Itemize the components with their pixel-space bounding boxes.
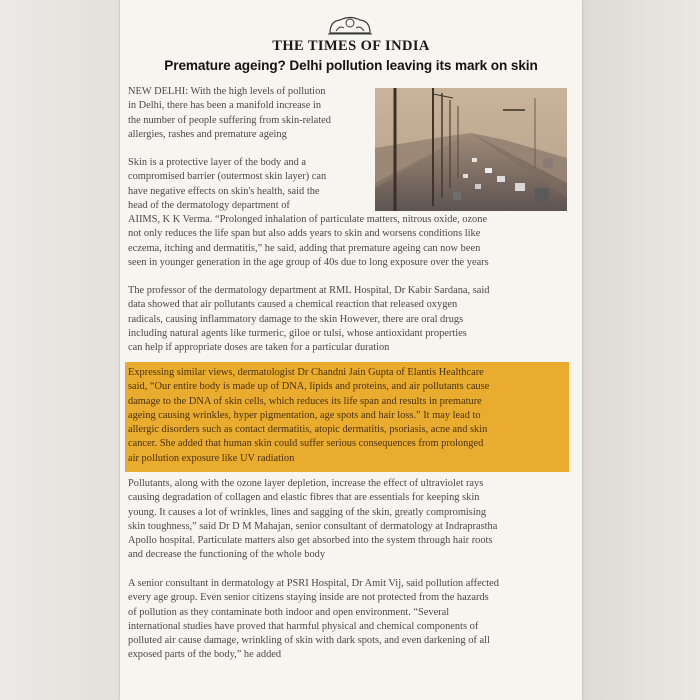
text-line: seen in younger generation in the age group of 40s due to long exposure over the years — [128, 257, 489, 269]
text-line: cancer. She added that human skin could suffer serious consequences from prolonged — [128, 438, 484, 450]
text-line: Skin is a protective layer of the body and a — [128, 157, 307, 168]
text-line: not only reduces the life span but also adds years to skin and worsens conditions like — [128, 228, 481, 240]
text-line: head of the dermatology department of — [128, 199, 290, 211]
text-line: NEW DELHI: With the high levels of pollution — [128, 86, 326, 97]
text-line: air pollution exposure like UV radiation — [128, 452, 295, 464]
text-line: the number of people suffering from skin-related — [128, 114, 331, 126]
article-paragraph-6 — [128, 577, 499, 663]
text-line: polluted air cause damage, wrinkling of skin with dark spots, and even darkening of all — [128, 635, 490, 647]
text-line: Expressing similar views, dermatologist Dr Chandni Jain Gupta of Elantis Healthcare — [128, 367, 484, 378]
text-line: international studies have proved that harmful physical and chemical components of — [128, 620, 479, 632]
text-line: ageing causing wrinkles, hyper pigmentation, age spots and hair loss.” It may lead to — [128, 409, 481, 421]
frame-right-border — [582, 0, 700, 700]
text-line: and decrease the functioning of the whole body — [128, 549, 326, 561]
text-line: data showed that air pollutants caused a chemical reaction that released oxygen — [128, 299, 458, 311]
article-paragraph-3 — [128, 284, 489, 355]
text-line: including natural agents like turmeric, giloe or tulsi, whose antioxidant properties — [128, 327, 467, 339]
text-line: AIIMS, K K Verma. “Prolonged inhalation of particulate matters, nitrous oxide, ozone — [128, 214, 488, 226]
text-line: in Delhi, there has been a manifold increase in — [128, 100, 322, 112]
article-paragraph-4-highlighted — [128, 366, 489, 466]
text-line: Pollutants, along with the ozone layer depletion, increase the effect of ultraviolet rays — [128, 478, 484, 489]
text-line: radicals, causing inflammatory damage to the skin However, there are oral drugs — [128, 313, 464, 325]
article-paragraph-1 — [128, 85, 331, 142]
frame-left-border — [0, 0, 120, 700]
text-line: damage to the DNA of skin cells, which reduces its life span and results in premature — [128, 395, 482, 407]
text-line: The professor of the dermatology department at RML Hospital, Dr Kabir Sardana, said — [128, 285, 490, 296]
text-line: young. It causes a lot of wrinkles, lines and sagging of the skin, greatly compromising — [128, 506, 487, 518]
article-paragraph-2 — [128, 156, 489, 270]
article-paragraph-5 — [128, 477, 497, 563]
text-line: exposed parts of the body,” he added — [128, 649, 282, 661]
masthead-title: THE TIMES OF INDIA — [272, 38, 430, 54]
text-line: every age group. Even senior citizens staying inside are not protected from the hazards — [128, 592, 489, 604]
text-line: allergic disorders such as contact dermatitis, atopic dermatitis, psoriasis, acne and skin — [128, 424, 488, 436]
article-headline: Premature ageing? Delhi pollution leaving its mark on skin — [164, 58, 538, 73]
text-line: compromised barrier (outermost skin layer) can — [128, 171, 327, 183]
text-line: said, “Our entire body is made up of DNA, lipids and proteins, and air pollutants cause — [128, 381, 490, 393]
text-line: of pollution as they contaminate both indoor and open environment. “Several — [128, 606, 450, 618]
text-line: have negative effects on skin's health, said the — [128, 185, 320, 197]
text-line: A senior consultant in dermatology at PSRI Hospital, Dr Amit Vij, said pollution affected — [128, 578, 499, 589]
text-line: eczema, itching and dermatitis,” he said, adding that premature ageing can now been — [128, 242, 481, 254]
text-line: can help if appropriate doses are taken for a particular duration — [128, 342, 390, 354]
masthead-emblem-icon — [326, 13, 374, 37]
text-line: skin toughness,” said Dr D M Mahajan, senior consultant of dermatology at Indraprastha — [128, 520, 498, 532]
text-line: Apollo hospital. Particulate matters also get absorbed into the system through hair roots — [128, 535, 493, 547]
text-line: allergies, rashes and premature ageing — [128, 128, 287, 140]
text-line: causing degradation of collagen and elastic fibres that are essentials for keeping skin — [128, 492, 480, 504]
